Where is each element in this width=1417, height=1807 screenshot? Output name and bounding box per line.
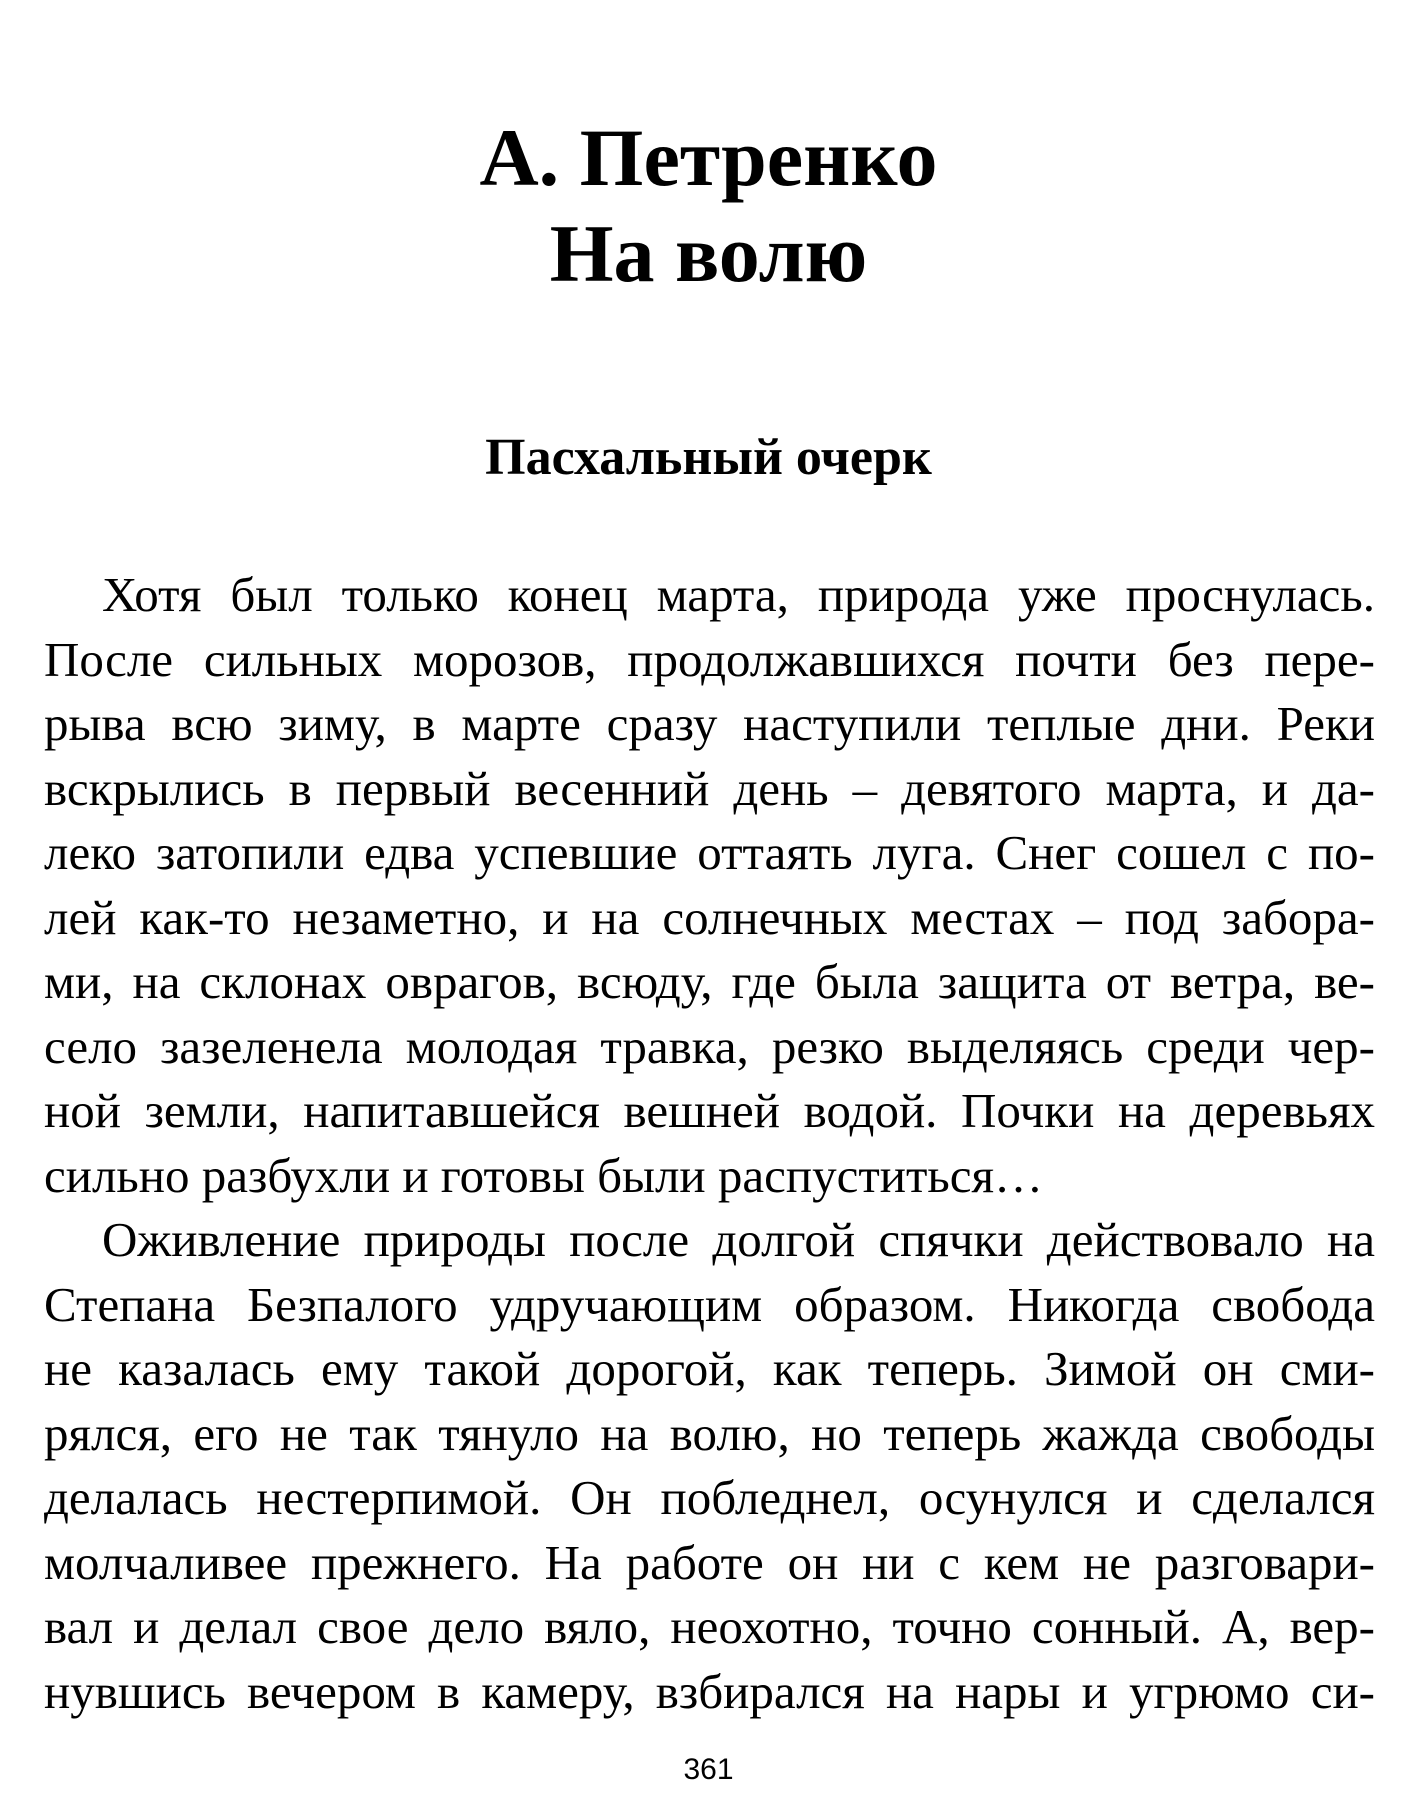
page-number: 361 — [683, 1753, 734, 1786]
text-line: не казалась ему такой дорогой, как теперь. Зимой он сми- — [44, 1341, 1375, 1396]
text-line: После сильных морозов, продолжавшихся почти без пере- — [44, 631, 1375, 687]
text-line: молчаливее прежнего. На работе он ни с кем не разговари- — [44, 1534, 1375, 1590]
text-line: сильно разбухли и готовы были распуститься… — [44, 1147, 1044, 1203]
text-line: село зазеленела молодая травка, резко выделяясь среди чер- — [44, 1018, 1375, 1074]
text-line: ми, на склонах оврагов, всюду, где была защита от ветра, ве- — [44, 954, 1375, 1009]
text-line: вскрылись в первый весенний день – девятого марта, и да- — [44, 760, 1375, 816]
text-line: нувшись вечером в камеру, взбирался на нары и угрюмо си- — [44, 1663, 1375, 1719]
paragraph — [44, 563, 1375, 1208]
text-line: рыва всю зиму, в марте сразу наступили теплые дни. Реки — [44, 696, 1375, 751]
text-line: вал и делал свое дело вяло, неохотно, точно сонный. А, вер- — [44, 1599, 1375, 1654]
text-line: ной земли, напитавшейся вешней водой. Почки на деревьях — [44, 1083, 1375, 1138]
paragraph — [44, 1208, 1375, 1724]
work-subtitle: Пасхальный очерк — [485, 429, 932, 486]
text-line: Степана Безпалого удручающим образом. Никогда свобода — [44, 1276, 1375, 1332]
work-title: На волю — [549, 208, 868, 299]
author-name: А. Петренко — [479, 112, 938, 203]
text-line: леко затопили едва успевшие оттаять луга. Снег сошел с по- — [44, 825, 1375, 880]
text-line: рялся, его не так тянуло на волю, но теперь жажда свободы — [44, 1405, 1375, 1461]
text-line: Хотя был только конец марта, природа уже проснулась. — [102, 567, 1375, 622]
text-line: лей как-то незаметно, и на солнечных местах – под забора- — [44, 889, 1375, 945]
text-line: Оживление природы после долгой спячки действовало на — [102, 1212, 1375, 1267]
text-line: делалась нестерпимой. Он побледнел, осунулся и сделался — [44, 1470, 1375, 1525]
body-text — [44, 563, 1375, 1724]
